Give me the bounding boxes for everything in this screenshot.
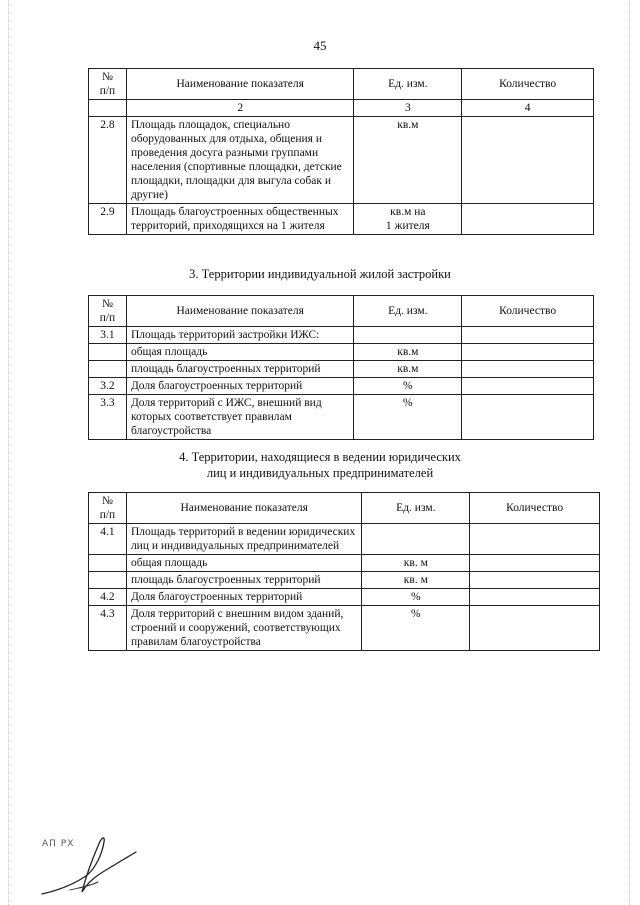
table-header-row bbox=[89, 296, 594, 327]
header-quantity: Количество bbox=[462, 69, 594, 100]
header-quantity: Количество bbox=[462, 296, 594, 327]
header-quantity: Количество bbox=[470, 493, 600, 524]
table-row bbox=[89, 589, 600, 606]
section-4-title-line-1: 4. Территории, находящиеся в ведении юридических bbox=[179, 450, 461, 464]
header-indicator: Наименование показателя bbox=[126, 296, 354, 327]
table-row bbox=[89, 344, 594, 361]
row-number: 4.1 bbox=[89, 524, 127, 555]
row-quantity bbox=[470, 572, 600, 589]
signature-icon bbox=[40, 832, 140, 896]
table-row bbox=[89, 117, 594, 204]
column-number-row bbox=[89, 100, 594, 117]
table-row bbox=[89, 395, 594, 440]
row-quantity bbox=[470, 589, 600, 606]
row-quantity bbox=[470, 524, 600, 555]
row-indicator: Площадь территорий в ведении юридических лиц и индивидуальных предпринимателей bbox=[126, 524, 362, 555]
row-unit: кв.м bbox=[354, 361, 462, 378]
section-4-title-line-2: лиц и индивидуальных предпринимателей bbox=[206, 466, 434, 480]
table-header-row bbox=[89, 69, 594, 100]
row-quantity bbox=[462, 204, 594, 235]
row-number: 4.3 bbox=[89, 606, 127, 651]
row-unit bbox=[354, 327, 462, 344]
row-indicator: площадь благоустроенных территорий bbox=[126, 572, 362, 589]
row-indicator: общая площадь bbox=[126, 555, 362, 572]
row-unit: % bbox=[354, 395, 462, 440]
row-indicator: Площадь площадок, специально оборудованных для отдыха, общения и проведения досуга разными группами населения (спортивные площадки, детские площадки, площадки для выгула собак и другие) bbox=[126, 117, 354, 204]
row-number bbox=[89, 555, 127, 572]
row-number bbox=[89, 361, 127, 378]
row-indicator: Доля благоустроенных территорий bbox=[126, 378, 354, 395]
row-indicator: Доля территорий с внешним видом зданий, строений и сооружений, соответствующих правилам благоустройства bbox=[126, 606, 362, 651]
row-unit: % bbox=[362, 606, 470, 651]
row-number: 2.8 bbox=[89, 117, 127, 204]
row-unit: % bbox=[362, 589, 470, 606]
table-row bbox=[89, 204, 594, 235]
row-number bbox=[89, 572, 127, 589]
table-row bbox=[89, 361, 594, 378]
section-3-title: 3. Территории индивидуальной жилой застройки bbox=[189, 267, 451, 281]
row-indicator: Площадь благоустроенных общественных территорий, приходящихся на 1 жителя bbox=[126, 204, 354, 235]
indicators-table-legal-entities bbox=[88, 492, 600, 651]
header-indicator: Наименование показателя bbox=[126, 493, 362, 524]
row-number: 3.3 bbox=[89, 395, 127, 440]
row-indicator: площадь благоустроенных территорий bbox=[126, 361, 354, 378]
table-row bbox=[89, 606, 600, 651]
header-unit: Ед. изм. bbox=[362, 493, 470, 524]
row-quantity bbox=[462, 117, 594, 204]
indicators-table-individual-housing bbox=[88, 295, 594, 440]
table-row bbox=[89, 572, 600, 589]
row-number: 4.2 bbox=[89, 589, 127, 606]
row-unit: % bbox=[354, 378, 462, 395]
table-header-row bbox=[89, 493, 600, 524]
row-unit: кв.м bbox=[354, 344, 462, 361]
column-number: 4 bbox=[462, 100, 594, 117]
table-row bbox=[89, 378, 594, 395]
row-quantity bbox=[470, 555, 600, 572]
stamp-text: АП РХ bbox=[42, 839, 75, 849]
header-number: № п/п bbox=[89, 69, 127, 100]
column-number: 2 bbox=[126, 100, 354, 117]
row-quantity bbox=[462, 327, 594, 344]
table-row bbox=[89, 555, 600, 572]
column-number bbox=[89, 100, 127, 117]
row-number bbox=[89, 344, 127, 361]
row-quantity bbox=[462, 344, 594, 361]
row-quantity bbox=[470, 606, 600, 651]
table-row bbox=[89, 524, 600, 555]
row-number: 3.2 bbox=[89, 378, 127, 395]
row-unit: кв. м bbox=[362, 555, 470, 572]
row-unit: кв.м на 1 жителя bbox=[354, 204, 462, 235]
row-number: 3.1 bbox=[89, 327, 127, 344]
row-unit: кв. м bbox=[362, 572, 470, 589]
column-number: 3 bbox=[354, 100, 462, 117]
header-number: № п/п bbox=[89, 493, 127, 524]
indicators-table-public-areas bbox=[88, 68, 594, 235]
header-unit: Ед. изм. bbox=[354, 69, 462, 100]
header-number: № п/п bbox=[89, 296, 127, 327]
table-row bbox=[89, 327, 594, 344]
row-quantity bbox=[462, 378, 594, 395]
row-quantity bbox=[462, 361, 594, 378]
header-unit: Ед. изм. bbox=[354, 296, 462, 327]
row-indicator: Доля благоустроенных территорий bbox=[126, 589, 362, 606]
row-number: 2.9 bbox=[89, 204, 127, 235]
row-indicator: общая площадь bbox=[126, 344, 354, 361]
section-4-title bbox=[0, 449, 640, 481]
row-unit bbox=[362, 524, 470, 555]
header-indicator: Наименование показателя bbox=[126, 69, 354, 100]
row-indicator: Площадь территорий застройки ИЖС: bbox=[126, 327, 354, 344]
row-indicator: Доля территорий с ИЖС, внешний вид которых соответствует правилам благоустройства bbox=[126, 395, 354, 440]
page-number: 45 bbox=[313, 38, 327, 53]
row-unit: кв.м bbox=[354, 117, 462, 204]
row-quantity bbox=[462, 395, 594, 440]
